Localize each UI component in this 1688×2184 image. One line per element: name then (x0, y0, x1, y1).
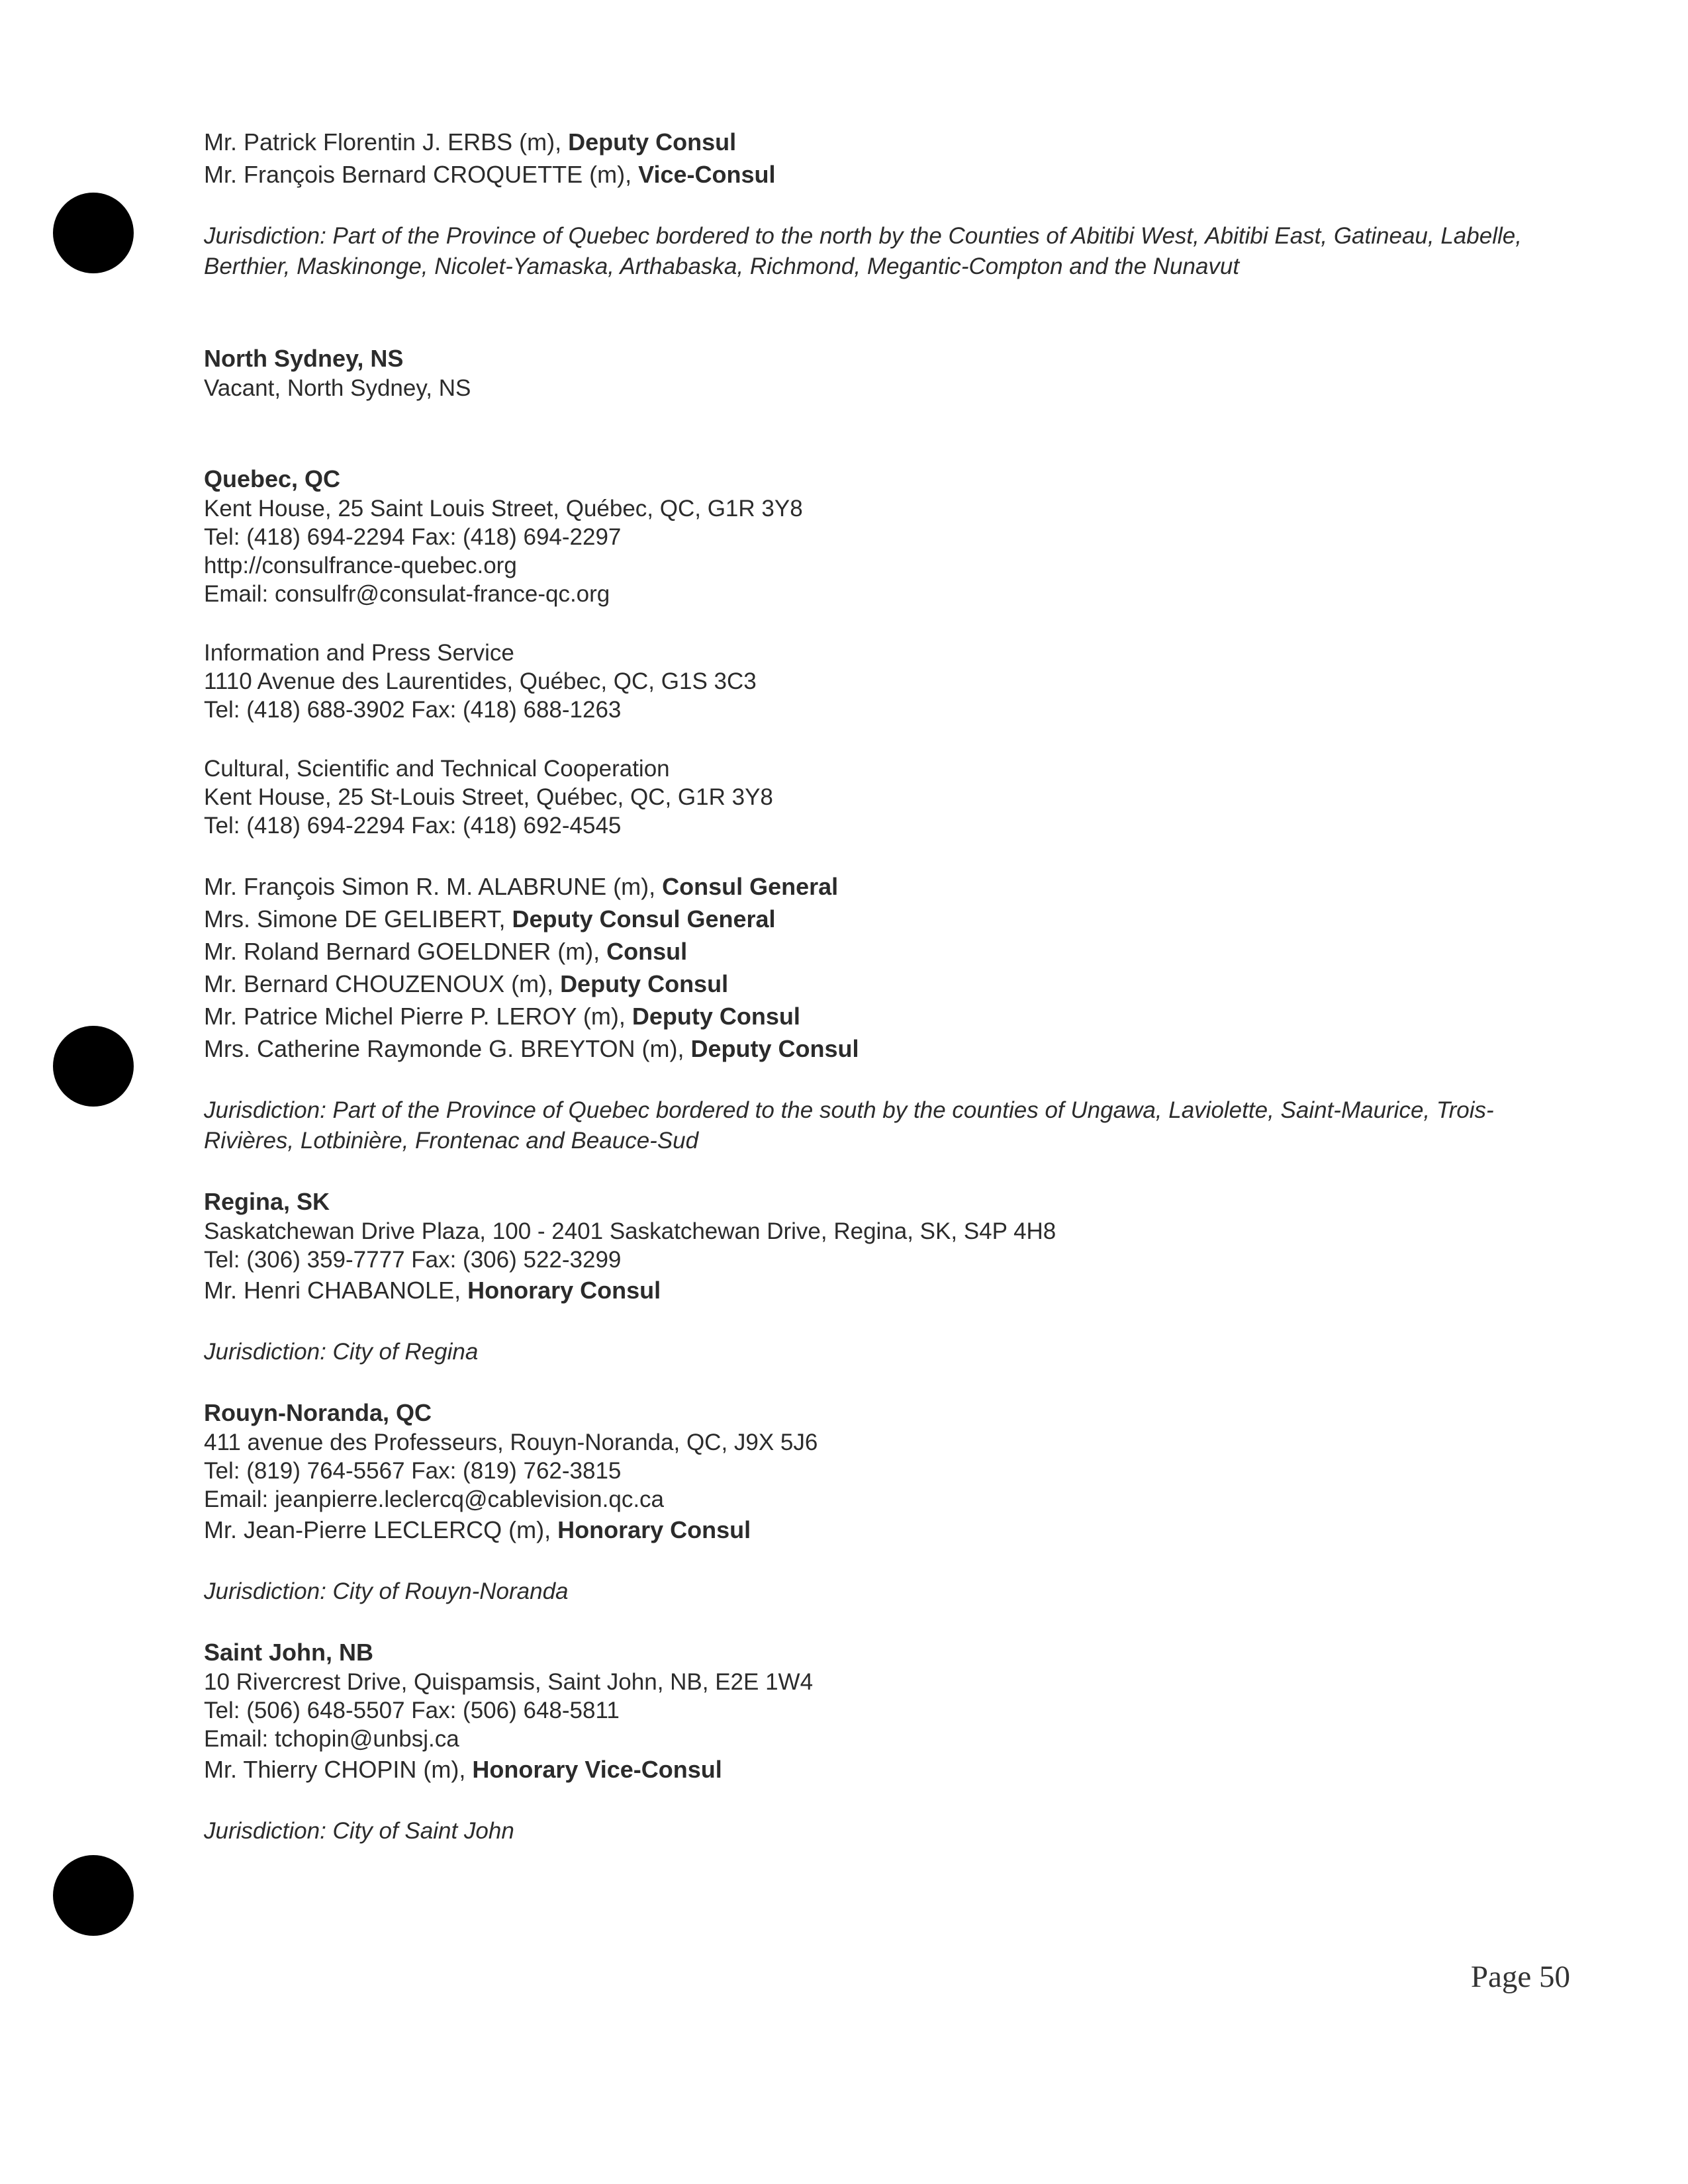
phone-line: Tel: (506) 648-5507 Fax: (506) 648-5811 (204, 1698, 620, 1723)
person-title: Honorary Consul (467, 1277, 661, 1304)
person-entry (204, 158, 1534, 191)
phone-line: Tel: (306) 359-7777 Fax: (306) 522-3299 (204, 1247, 622, 1273)
section-regina (204, 1187, 1534, 1367)
person-title: Honorary Vice-Consul (472, 1756, 722, 1783)
person-title: Deputy Consul (632, 1003, 800, 1030)
section-quebec (204, 464, 1534, 1156)
phone-line: Tel: (418) 694-2294 Fax: (418) 694-2297 (204, 524, 622, 550)
person-name: Mr. Henri CHABANOLE, (204, 1277, 468, 1304)
jurisdiction-paragraph (204, 1095, 1528, 1156)
person-entry (204, 870, 1534, 903)
jurisdiction-line: Jurisdiction: City of Saint John (204, 1818, 514, 1844)
person-name: Mr. Bernard CHOUZENOUX (m), (204, 970, 561, 997)
person-name: Mr. Roland Bernard GOELDNER (m), (204, 938, 607, 965)
address-line: Kent House, 25 Saint Louis Street, Québec, QC, G1R 3Y8 (204, 496, 803, 522)
person-entry (204, 1032, 1534, 1065)
person-title: Consul (606, 938, 688, 965)
address-line: 411 avenue des Professeurs, Rouyn-Noranda, QC, J9X 5J6 (204, 1430, 818, 1455)
person-entry (204, 935, 1534, 968)
person-title: Honorary Consul (557, 1516, 751, 1543)
page-number: Page 50 (1470, 1960, 1570, 1994)
email-line: Email: tchopin@unbsj.ca (204, 1726, 459, 1752)
phone-line: Tel: (418) 688-3902 Fax: (418) 688-1263 (204, 697, 622, 723)
city-heading: Regina, SK (204, 1188, 330, 1215)
person-entry (204, 1514, 1534, 1546)
city-heading: Quebec, QC (204, 465, 341, 492)
person-title: Vice-Consul (638, 161, 776, 188)
jurisdiction-line: Jurisdiction: City of Regina (204, 1339, 479, 1365)
punch-hole-bottom (53, 1855, 134, 1936)
address-line: Vacant, North Sydney, NS (204, 375, 471, 401)
document-body (204, 126, 1534, 1846)
punch-hole-top (53, 193, 134, 273)
person-entry (204, 1753, 1534, 1786)
person-name: Mr. Patrice Michel Pierre P. LEROY (m), (204, 1003, 632, 1030)
person-name: Mr. Thierry CHOPIN (m), (204, 1756, 473, 1783)
person-name: Mrs. Catherine Raymonde G. BREYTON (m), (204, 1035, 691, 1062)
person-name: Mrs. Simone DE GELIBERT, (204, 905, 512, 933)
person-title: Consul General (662, 873, 839, 900)
phone-line: Tel: (418) 694-2294 Fax: (418) 692-4545 (204, 813, 622, 839)
person-name: Mr. François Simon R. M. ALABRUNE (m), (204, 873, 663, 900)
person-title: Deputy Consul (690, 1035, 859, 1062)
website-line: http://consulfrance-quebec.org (204, 553, 517, 578)
jurisdiction-line: Jurisdiction: City of Rouyn-Noranda (204, 1578, 569, 1604)
address-line: 1110 Avenue des Laurentides, Québec, QC, G1S 3C3 (204, 668, 757, 694)
email-line: Email: jeanpierre.leclercq@cablevision.qc.ca (204, 1486, 665, 1512)
city-heading: Rouyn-Noranda, QC (204, 1399, 432, 1426)
person-name: Mr. Patrick Florentin J. ERBS (m), (204, 128, 569, 156)
punch-hole-middle (53, 1026, 134, 1107)
person-title: Deputy Consul (560, 970, 729, 997)
person-name: Mr. Jean-Pierre LECLERCQ (m), (204, 1516, 558, 1543)
address-line: 10 Rivercrest Drive, Quispamsis, Saint John, NB, E2E 1W4 (204, 1669, 814, 1695)
service-name: Information and Press Service (204, 640, 514, 666)
person-title: Deputy Consul General (512, 905, 776, 933)
jurisdiction-paragraph (204, 221, 1528, 282)
jurisdiction-label: Jurisdiction: (204, 223, 326, 249)
city-heading: Saint John, NB (204, 1639, 374, 1666)
section-saint-john (204, 1637, 1534, 1846)
section-north-sydney (204, 343, 1534, 402)
city-heading: North Sydney, NS (204, 345, 404, 372)
person-entry (204, 126, 1534, 158)
person-title: Deputy Consul (568, 128, 737, 156)
section-rouyn-noranda (204, 1398, 1534, 1607)
jurisdiction-text: Part of the Province of Quebec bordered to the north by the Counties of Abitibi West, Abitibi East, Gatineau, Labelle, Berthier, Maskinonge, Nicolet-Yamaska, Arthabaska, Richmond, Megantic-Compton and the Nunavut (204, 223, 1522, 279)
service-name: Cultural, Scientific and Technical Cooperation (204, 756, 670, 782)
phone-line: Tel: (819) 764-5567 Fax: (819) 762-3815 (204, 1458, 622, 1484)
section-top (204, 126, 1534, 282)
person-entry (204, 1274, 1534, 1306)
email-line: Email: consulfr@consulat-france-qc.org (204, 581, 610, 607)
person-entry (204, 903, 1534, 935)
jurisdiction-text: Part of the Province of Quebec bordered to the south by the counties of Ungawa, Laviolette, Saint-Maurice, Trois-Rivières, Lotbinière, Frontenac and Beauce-Sud (204, 1097, 1494, 1154)
person-entry (204, 1000, 1534, 1032)
person-entry (204, 968, 1534, 1000)
jurisdiction-label: Jurisdiction: (204, 1097, 326, 1123)
address-line: Kent House, 25 St-Louis Street, Québec, QC, G1R 3Y8 (204, 784, 773, 810)
address-line: Saskatchewan Drive Plaza, 100 - 2401 Saskatchewan Drive, Regina, SK, S4P 4H8 (204, 1218, 1056, 1244)
person-name: Mr. François Bernard CROQUETTE (m), (204, 161, 639, 188)
